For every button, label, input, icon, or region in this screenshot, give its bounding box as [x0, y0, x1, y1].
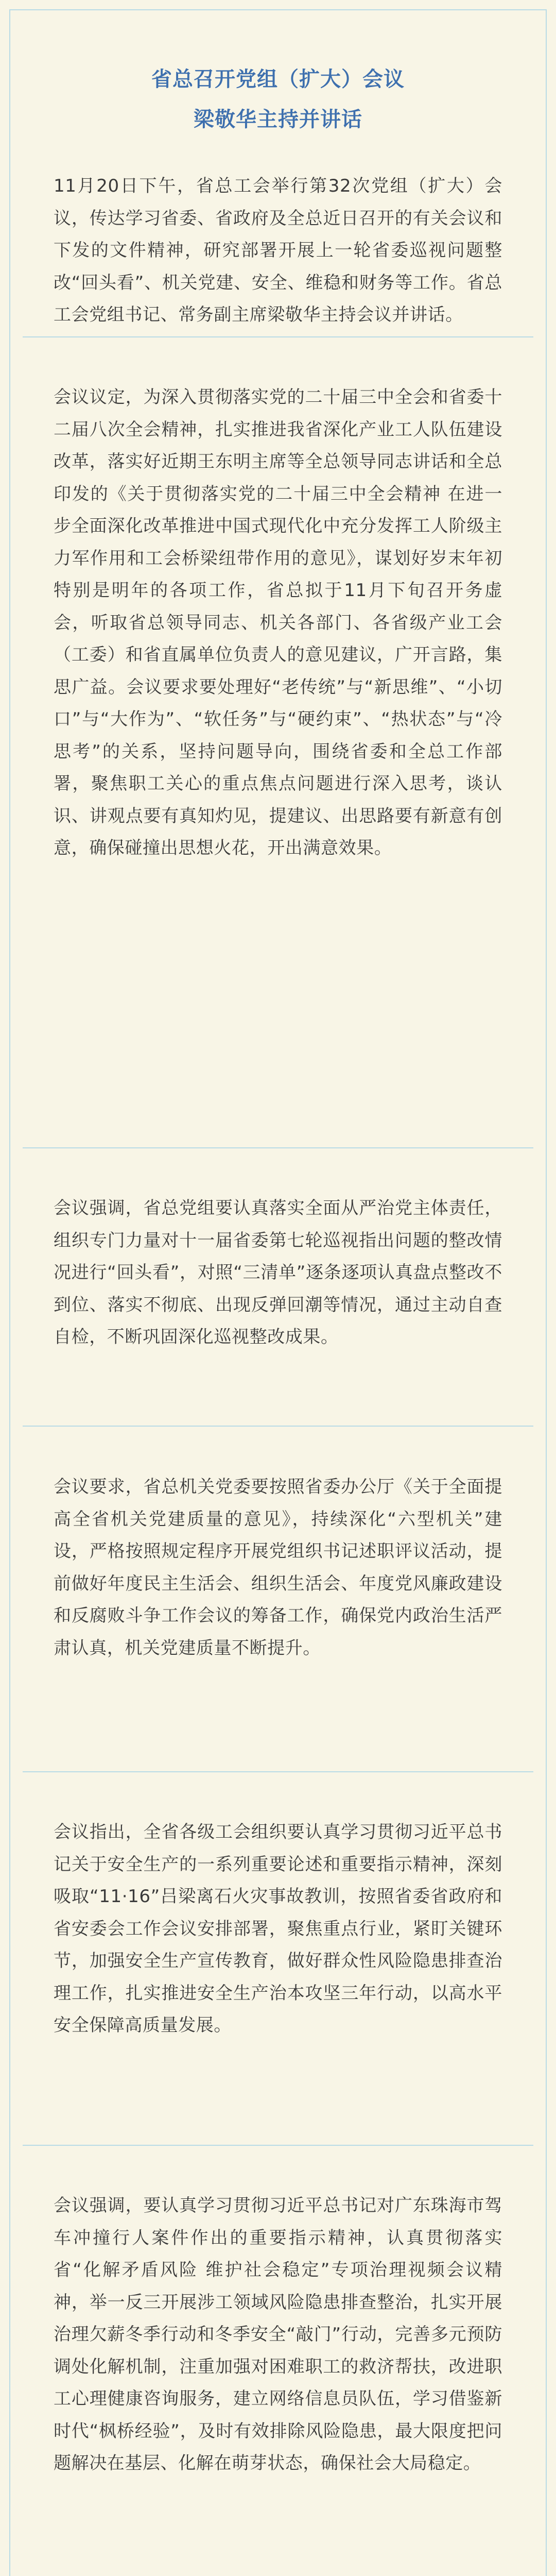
- paragraph-meeting-intro: 11月20日下午，省总工会举行第32次党组（扩大）会议，传达学习省委、省政府及全总近日召开的有关会议和下发的文件精神，研究部署开展上一轮省委巡视问题整改“回头看”、机关党建、安全、维稳和财务等工作。省总工会党组书记、常务副主席梁敬华主持会议并讲话。: [54, 176, 502, 325]
- paragraph-party-building: 会议要求，省总机关党委要按照省委办公厅《关于全面提高全省机关党建质量的意见》，持续深化“六型机关”建设，严格按照规定程序开展党组织书记述职评议活动，提前做好年度民主生活会、组织生活会、年度党风廉政建设和反腐败斗争工作会议的筹备工作，确保党内政治生活严肃认真，机关党建质量不断提升。: [54, 1477, 502, 1658]
- section-divider: [23, 2145, 533, 2146]
- section-divider: [23, 1771, 533, 1772]
- paragraph-work-safety: 会议指出，全省各级工会组织要认真学习贯彻习近平总书记关于安全生产的一系列重要论述和重要指示精神，深刻吸取“11·16”吕梁离石火灾事故教训，按照省委省政府和省安委会工作会议安排部署，聚焦重点行业，紧盯关键环节，加强安全生产宣传教育，做好群众性风险隐患排查治理工作，扎实推进安全生产治本攻坚三年行动，以高水平安全保障高质量发展。: [54, 1822, 502, 2036]
- section-divider: [23, 1147, 533, 1148]
- section-divider: [23, 1426, 533, 1427]
- paragraph-inspection-rectification: 会议强调，省总党组要认真落实全面从严治党主体责任，组织专门力量对十一届省委第七轮巡视指出问题的整改情况进行“回头看”，对照“三清单”逐条逐项认真盘点整改不到位、落实不彻底、出现反弹回潮等情况，通过主动自查自检，不断巩固深化巡视整改成果。: [54, 1198, 502, 1347]
- article-title-line2: 梁敬华主持并讲话: [194, 108, 362, 131]
- section-divider: [23, 336, 533, 337]
- paragraph-work-conference: 会议议定，为深入贯彻落实党的二十届三中全会和省委十二届八次全会精神，扎实推进我省深化产业工人队伍建设改革，落实好近期王东明主席等全总领导同志讲话和全总印发的《关于贯彻落实党的二十届三中全会精神 在进一步全面深化改革推进中国式现代化中充分发挥工人阶级主力军作用和工会桥梁纽带作用的意见》，谋划好岁末年初特别是明年的各项工作，省总拟于11月下旬召开务虚会，听取省总领导同志、机关各部门、各省级产业工会（工委）和省直属单位负责人的意见建议，广开言路，集思广益。会议要求要处理好“老传统”与“新思维”、“小切口”与“大作为”、“软任务”与“硬约束”、“热状态”与“冷思考”的关系，坚持问题导向，围绕省委和全总工作部署，聚焦职工关心的重点焦点问题进行深入思考，谈认识、讲观点要有真知灼见，提建议、出思路要有新意有创意，确保碰撞出思想火花，开出满意效果。: [54, 387, 502, 858]
- article-title-line1: 省总召开党组（扩大）会议: [151, 67, 405, 91]
- paragraph-social-stability: 会议强调，要认真学习贯彻习近平总书记对广东珠海市驾车冲撞行人案件作出的重要指示精神，认真贯彻落实省“化解矛盾风险 维护社会稳定”专项治理视频会议精神，举一反三开展涉工领域风险隐患排查整治，扎实开展治理欠薪冬季行动和冬季安全“敲门”行动，完善多元预防调处化解机制，注重加强对困难职工的救济帮扶，改进职工心理健康咨询服务，建立网络信息员队伍，学习借鉴新时代“枫桥经验”，及时有效排除风险隐患，最大限度把问题解决在基层、化解在萌芽状态，确保社会大局稳定。: [54, 2195, 502, 2473]
